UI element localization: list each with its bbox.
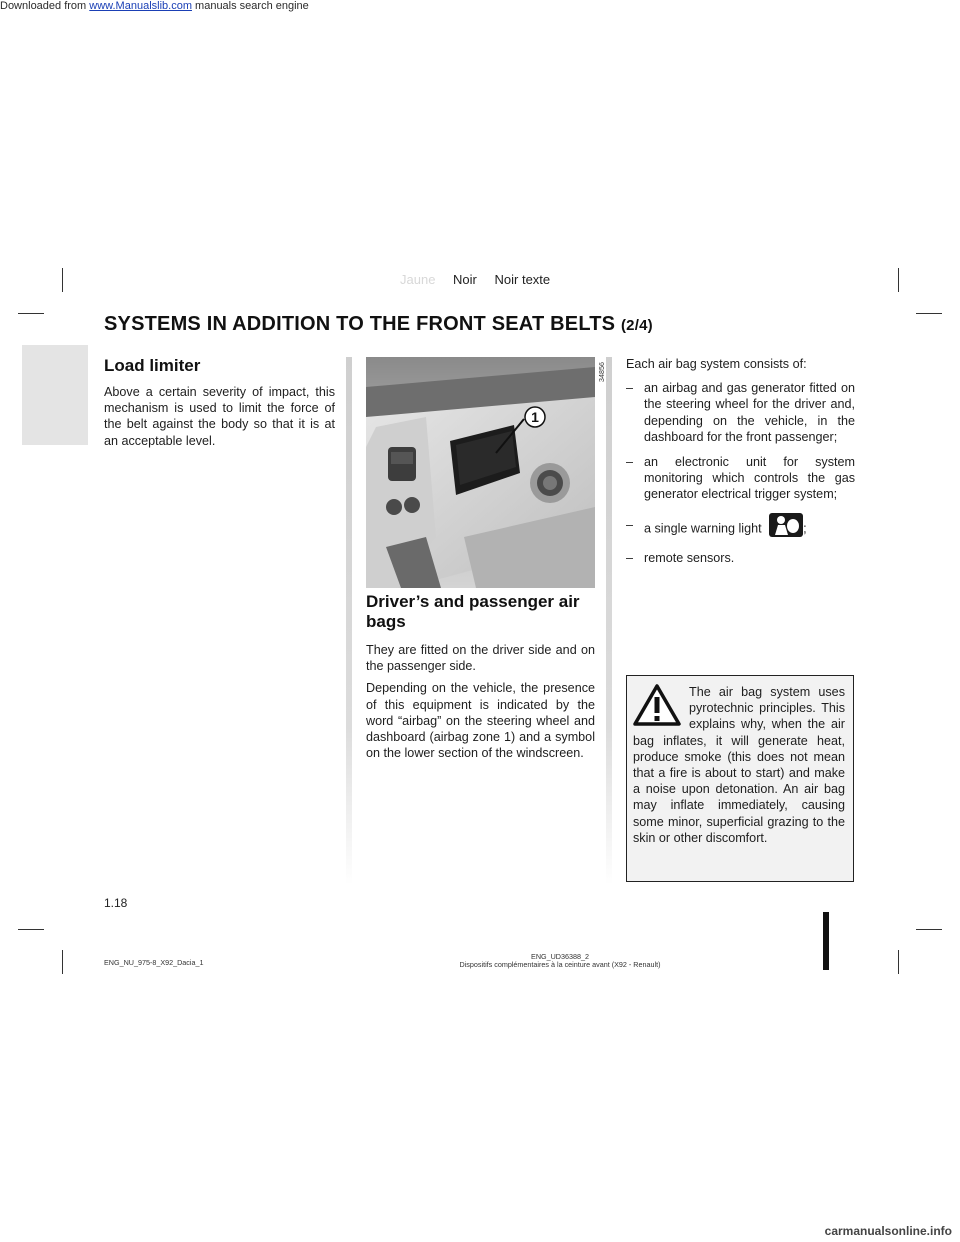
footer-left-code: ENG_NU_975-8_X92_Dacia_1 <box>104 958 204 967</box>
airbags-para-2: Depending on the vehicle, the presence of this equipment is indicated by the word “airbag” on the steering wheel and dashboard (airbag zone 1) and a symbol on the lower section of the windscreen. <box>366 681 595 761</box>
load-limiter-text: Above a certain severity of impact, this mechanism is used to limit the force of the belt against the body so that it is at an acceptable level. <box>104 385 335 448</box>
column-separator <box>346 357 352 885</box>
airbags-para-1: They are fitted on the driver side and on the passenger side. <box>366 643 595 674</box>
right-margin-bar <box>823 912 829 970</box>
page-number: 1.18 <box>104 896 128 910</box>
list-item: – a single warning light ; <box>626 517 855 541</box>
crop-mark <box>62 950 63 974</box>
page-title <box>104 313 653 336</box>
banner-prefix: Downloaded from <box>0 0 90 12</box>
list-item: – an airbag and gas generator fitted on the steering wheel for the driver and, depending on the vehicle, in the dashboard for the front passenger; <box>626 381 855 444</box>
color-bar <box>400 272 564 287</box>
warning-triangle-icon <box>633 684 681 726</box>
watermark: carmanualsonline.info <box>824 1224 952 1238</box>
load-limiter-section <box>104 356 335 449</box>
airbags-heading: Driver’s and passenger air bags <box>366 592 580 631</box>
footer-right-code: ENG_UD36388_2 <box>531 952 589 961</box>
color-label-noir-texte: Noir texte <box>494 272 551 287</box>
airbags-section <box>366 592 595 761</box>
system-section <box>626 356 855 575</box>
list-item: – an electronic unit for system monitoring which controls the gas generator electrical trigger system; <box>626 455 855 502</box>
crop-mark <box>18 313 44 314</box>
photo-reference: 34856 <box>597 362 606 382</box>
footer-right-description: Dispositifs complémentaires à la ceinture avant (X92 - Renault) <box>459 960 661 969</box>
color-label-jaune: Jaune <box>400 272 436 287</box>
crop-mark <box>18 929 44 930</box>
crop-mark <box>62 268 63 292</box>
download-banner <box>0 0 309 12</box>
system-components-list <box>626 380 855 566</box>
manualslib-link[interactable]: www.Manualslib.com <box>89 0 192 12</box>
system-intro: Each air bag system consists of: <box>626 357 807 371</box>
crop-mark <box>898 268 899 292</box>
load-limiter-heading: Load limiter <box>104 356 201 375</box>
photo-callout-1: 1 <box>531 409 539 425</box>
dashboard-airbag-photo <box>366 357 595 588</box>
title-main: SYSTEMS IN ADDITION TO THE FRONT SEAT BELTS <box>104 313 616 335</box>
dashboard-illustration <box>366 357 595 588</box>
crop-mark <box>898 950 899 974</box>
title-page-indicator: (2/4) <box>620 317 653 334</box>
chapter-tab <box>22 345 88 445</box>
warning-text: The air bag system uses pyrotechnic principles. This explains why, when the air bag inflates, it will generate heat, produce smoke (this does not mean that a fire is about to start) and make a noise upon detonation. An air bag may inflate immediately, causing some minor, superficial grazing to the skin or other discomfort. <box>633 685 845 845</box>
crop-mark <box>916 313 942 314</box>
list-item: – remote sensors. <box>626 550 735 565</box>
crop-mark <box>916 929 942 930</box>
warning-box <box>626 675 854 882</box>
banner-suffix: manuals search engine <box>191 0 309 12</box>
airbag-warning-light-icon <box>769 513 803 537</box>
column-separator <box>606 357 612 885</box>
color-label-noir: Noir <box>453 272 477 287</box>
